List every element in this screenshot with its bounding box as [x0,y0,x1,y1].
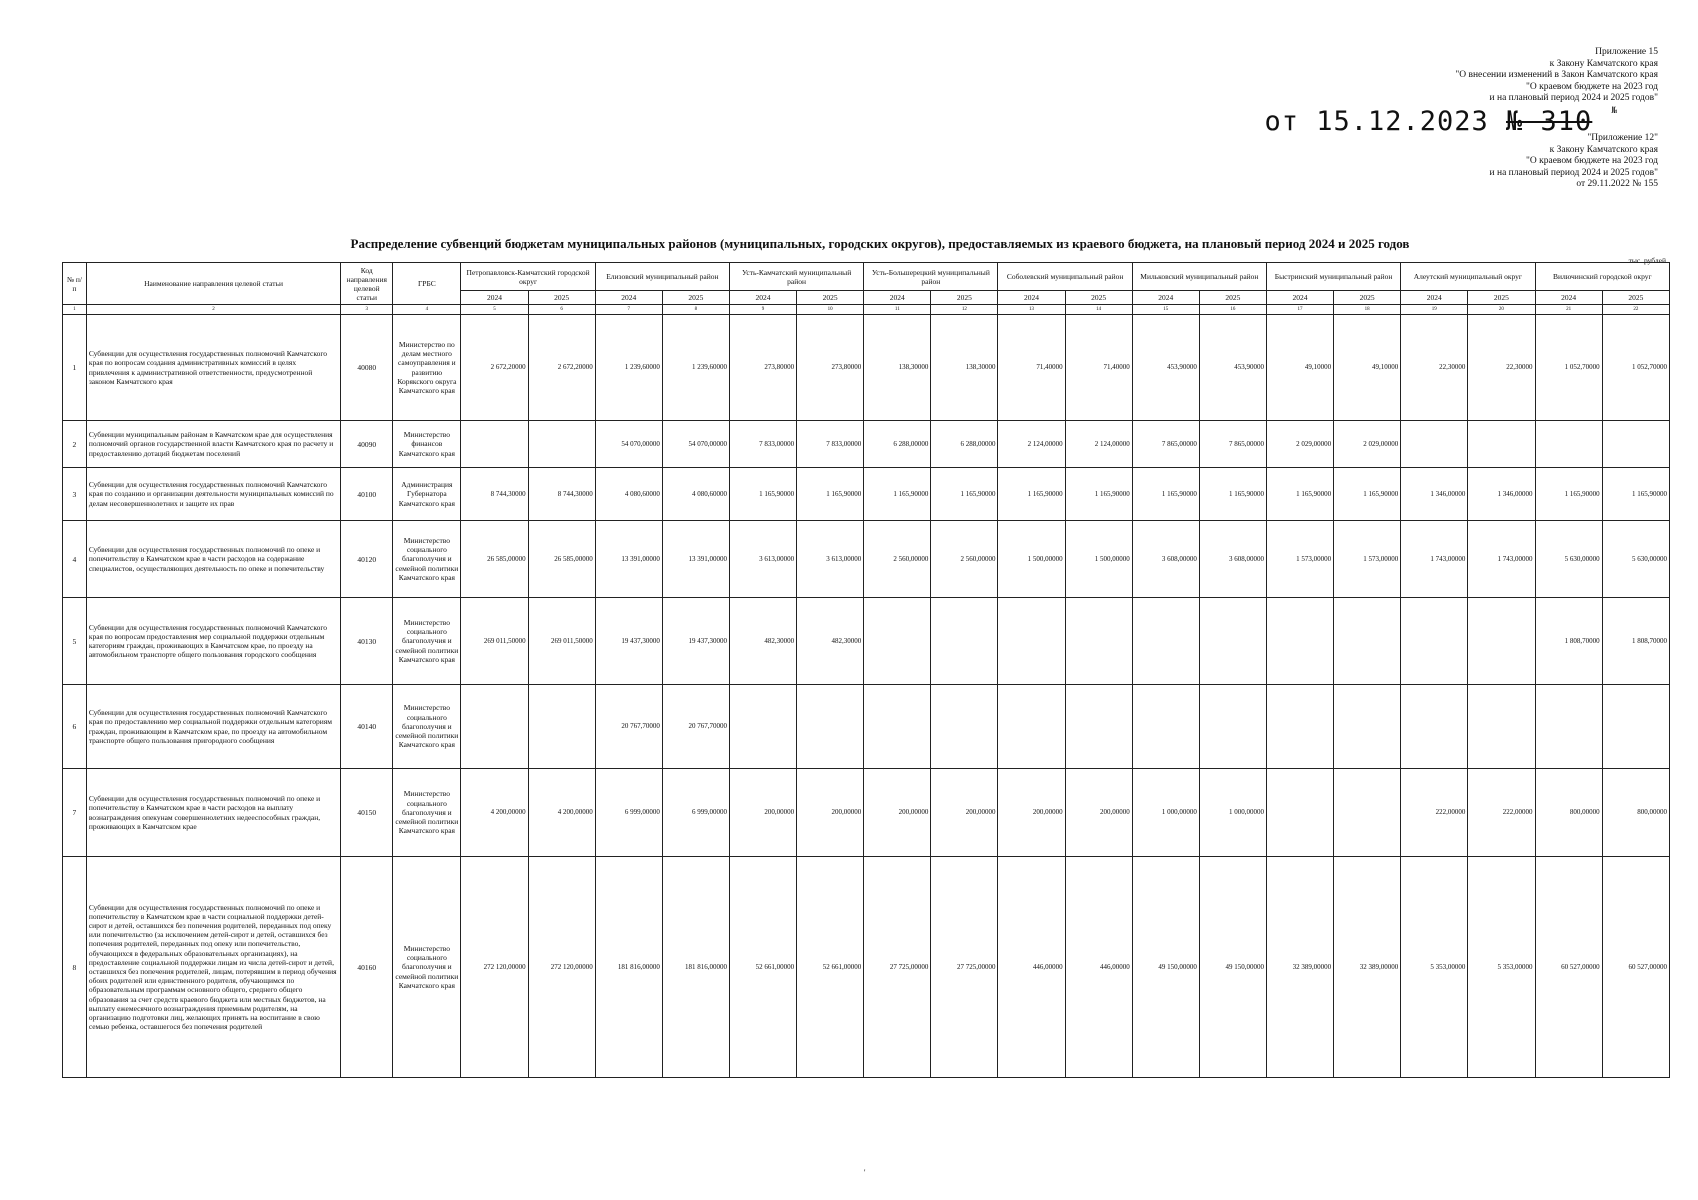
value-cell: 20 767,70000 [662,685,729,769]
header-line: и на плановый период 2024 и 2025 годов" [1489,167,1658,178]
region-header: Усть-Большерецкий муниципальный район [864,263,998,291]
value-cell: 200,00000 [998,769,1065,857]
year-header: 2024 [729,291,796,305]
value-cell [1468,598,1535,685]
table-row [63,315,1670,421]
value-cell: 49 150,00000 [1132,857,1199,1078]
value-cell: 6 288,00000 [864,421,931,468]
stamp-number: № 310 [1506,106,1593,137]
value-cell: 7 865,00000 [1199,421,1266,468]
value-cell: 1 808,70000 [1535,598,1602,685]
value-cell: 200,00000 [864,769,931,857]
col-header-grbs: ГРБС [393,263,461,305]
col-index: 13 [998,305,1065,315]
value-cell: 181 816,00000 [595,857,662,1078]
value-cell: 1 000,00000 [1132,769,1199,857]
value-cell [998,598,1065,685]
value-cell: 800,00000 [1535,769,1602,857]
value-cell [528,421,595,468]
value-cell: 200,00000 [931,769,998,857]
value-cell [931,598,998,685]
col-index: 10 [797,305,864,315]
value-cell: 5 353,00000 [1401,857,1468,1078]
value-cell [1602,421,1669,468]
value-cell: 1 743,00000 [1401,521,1468,598]
col-index: 15 [1132,305,1199,315]
value-cell: 26 585,00000 [461,521,528,598]
value-cell: 13 391,00000 [662,521,729,598]
value-cell: 2 029,00000 [1334,421,1401,468]
value-cell [1468,421,1535,468]
value-cell [1401,685,1468,769]
stamp-date: от 15.12.2023 [1264,106,1489,137]
value-cell: 71,40000 [998,315,1065,421]
table-row [63,521,1670,598]
year-header: 2025 [1334,291,1401,305]
value-cell: 19 437,30000 [662,598,729,685]
value-cell: 60 527,00000 [1602,857,1669,1078]
value-cell: 26 585,00000 [528,521,595,598]
value-cell: 1 052,70000 [1602,315,1669,421]
row-number: 7 [63,769,87,857]
table-row [63,769,1670,857]
header-line: "О краевом бюджете на 2023 год [1526,156,1658,166]
value-cell: 1 165,90000 [1199,468,1266,521]
value-cell: 1 165,90000 [1334,468,1401,521]
value-cell: 5 630,00000 [1535,521,1602,598]
col-index: 4 [393,305,461,315]
value-cell: 1 165,90000 [797,468,864,521]
col-index: 16 [1199,305,1266,315]
value-cell: 453,90000 [1132,315,1199,421]
value-cell: 2 124,00000 [998,421,1065,468]
col-index: 19 [1401,305,1468,315]
value-cell: 1 165,90000 [998,468,1065,521]
header-line: от 29.11.2022 № 155 [1576,179,1658,189]
region-header: Елизовский муниципальный район [595,263,729,291]
year-header: 2025 [1199,291,1266,305]
col-header-name: Наименование направления целевой статьи [86,263,340,305]
col-index: 14 [1065,305,1132,315]
value-cell [1401,421,1468,468]
value-cell: 446,00000 [1065,857,1132,1078]
value-cell: 8 744,30000 [461,468,528,521]
value-cell: 2 029,00000 [1266,421,1333,468]
col-index: 8 [662,305,729,315]
value-cell: 273,80000 [797,315,864,421]
value-cell: 7 865,00000 [1132,421,1199,468]
value-cell: 2 560,00000 [864,521,931,598]
value-cell: 1 165,90000 [931,468,998,521]
value-cell: 3 608,00000 [1199,521,1266,598]
value-cell: 2 672,20000 [461,315,528,421]
subventions-table [62,262,1670,1078]
row-code: 40100 [341,468,393,521]
value-cell: 181 816,00000 [662,857,729,1078]
row-grbs: Администрация Губернатора Камчатского края [393,468,461,521]
value-cell [1266,685,1333,769]
row-grbs: Министерство социального благополучия и семейной политики Камчатского края [393,857,461,1078]
row-number: 2 [63,421,87,468]
value-cell: 1 165,90000 [1602,468,1669,521]
value-cell: 5 630,00000 [1602,521,1669,598]
value-cell: 1 573,00000 [1334,521,1401,598]
value-cell: 482,30000 [729,598,796,685]
row-code: 40090 [341,421,393,468]
value-cell [1266,769,1333,857]
row-number: 1 [63,315,87,421]
value-cell [1535,685,1602,769]
region-header: Вилючинский городской округ [1535,263,1670,291]
value-cell: 222,00000 [1401,769,1468,857]
value-cell: 6 999,00000 [662,769,729,857]
row-number: 8 [63,857,87,1078]
row-name: Субвенции муниципальным районам в Камчатском крае для осуществления полномочий органов государственной власти Камчатского края по расчету и предоставлению дотаций бюджетам поселений [86,421,340,468]
region-header: Быстринский муниципальный район [1266,263,1400,291]
value-cell: 6 999,00000 [595,769,662,857]
header-primary [1455,47,1658,105]
value-cell [1401,598,1468,685]
row-grbs: Министерство финансов Камчатского края [393,421,461,468]
row-grbs: Министерство социального благополучия и семейной политики Камчатского края [393,769,461,857]
col-index: 22 [1602,305,1669,315]
table-row [63,598,1670,685]
col-index: 21 [1535,305,1602,315]
value-cell: 200,00000 [729,769,796,857]
header-line: "Приложение 12" [1587,133,1658,143]
value-cell [1199,685,1266,769]
value-cell: 453,90000 [1199,315,1266,421]
table-row [63,468,1670,521]
value-cell: 272 120,00000 [461,857,528,1078]
value-cell: 222,00000 [1468,769,1535,857]
value-cell [1065,685,1132,769]
value-cell: 2 124,00000 [1065,421,1132,468]
col-index: 11 [864,305,931,315]
year-header: 2025 [662,291,729,305]
value-cell [1535,421,1602,468]
value-cell: 60 527,00000 [1535,857,1602,1078]
value-cell [1266,598,1333,685]
row-number: 4 [63,521,87,598]
col-header-code: Код направления целевой статьи [341,263,393,305]
value-cell: 49 150,00000 [1199,857,1266,1078]
row-name: Субвенции для осуществления государственных полномочий Камчатского края по вопросам создания административных комиссий в целях привлечения к административной ответственности, предусмотренной законом Камчатского края [86,315,340,421]
value-cell [461,685,528,769]
value-cell: 3 613,00000 [797,521,864,598]
row-code: 40120 [341,521,393,598]
value-cell [1132,685,1199,769]
year-header: 2024 [1132,291,1199,305]
year-header: 2025 [797,291,864,305]
col-index: 3 [341,305,393,315]
column-index-row [63,305,1670,315]
col-index: 5 [461,305,528,315]
value-cell: 1 165,90000 [729,468,796,521]
row-grbs: Министерство по делам местного самоуправления и развитию Корякского округа Камчатского края [393,315,461,421]
value-cell: 4 200,00000 [461,769,528,857]
header-line: к Закону Камчатского края [1549,144,1658,155]
value-cell: 1 743,00000 [1468,521,1535,598]
value-cell [1132,598,1199,685]
row-code: 40160 [341,857,393,1078]
row-grbs: Министерство социального благополучия и семейной политики Камчатского края [393,685,461,769]
value-cell: 22,30000 [1468,315,1535,421]
year-header: 2024 [1266,291,1333,305]
year-header: 2024 [864,291,931,305]
units-label: тыс. рублей [1628,256,1666,265]
value-cell [864,685,931,769]
value-cell: 7 833,00000 [729,421,796,468]
value-cell: 1 165,90000 [1266,468,1333,521]
region-header: Алеутский муниципальный округ [1401,263,1535,291]
row-grbs: Министерство социального благополучия и семейной политики Камчатского края [393,598,461,685]
col-index: 12 [931,305,998,315]
value-cell [461,421,528,468]
value-cell: 52 661,00000 [729,857,796,1078]
col-index: 7 [595,305,662,315]
value-cell: 32 389,00000 [1266,857,1333,1078]
value-cell: 4 080,60000 [595,468,662,521]
value-cell: 2 560,00000 [931,521,998,598]
table-row [63,857,1670,1078]
value-cell: 446,00000 [998,857,1065,1078]
value-cell: 138,30000 [864,315,931,421]
value-cell: 800,00000 [1602,769,1669,857]
header-secondary [1490,133,1658,191]
table-row [63,421,1670,468]
col-index: 2 [86,305,340,315]
row-name: Субвенции для осуществления государственных полномочий Камчатского края по предоставлению мер социальной поддержки отдельным категориям граждан, проживающим в Камчатском крае, по проезду на автомобильном транспорте общего пользования пригородного сообщения [86,685,340,769]
value-cell: 54 070,00000 [595,421,662,468]
value-cell: 1 165,90000 [1065,468,1132,521]
row-code: 40140 [341,685,393,769]
value-cell: 482,30000 [797,598,864,685]
value-cell: 138,30000 [931,315,998,421]
value-cell: 1 165,90000 [1535,468,1602,521]
region-header: Мильковский муниципальный район [1132,263,1266,291]
row-name: Субвенции для осуществления государственных полномочий Камчатского края по созданию и организации деятельности муниципальных комиссий по делам несовершеннолетних и защите их прав [86,468,340,521]
value-cell [931,685,998,769]
value-cell: 1 052,70000 [1535,315,1602,421]
value-cell: 52 661,00000 [797,857,864,1078]
header-line: "О краевом бюджете на 2023 год [1526,81,1658,92]
col-index: 9 [729,305,796,315]
value-cell: 1 165,90000 [1132,468,1199,521]
row-number: 5 [63,598,87,685]
value-cell [797,685,864,769]
value-cell [729,685,796,769]
col-index: 17 [1266,305,1333,315]
page-mark: ' [864,1168,866,1177]
value-cell: 4 080,60000 [662,468,729,521]
value-cell: 3 608,00000 [1132,521,1199,598]
value-cell: 200,00000 [1065,769,1132,857]
value-cell [1334,598,1401,685]
value-cell [1334,685,1401,769]
value-cell: 269 011,50000 [528,598,595,685]
value-cell [1334,769,1401,857]
col-index: 6 [528,305,595,315]
row-number: 6 [63,685,87,769]
value-cell: 8 744,30000 [528,468,595,521]
value-cell: 7 833,00000 [797,421,864,468]
value-cell: 273,80000 [729,315,796,421]
value-cell: 1 500,00000 [998,521,1065,598]
value-cell: 272 120,00000 [528,857,595,1078]
row-code: 40080 [341,315,393,421]
col-index: 1 [63,305,87,315]
value-cell: 5 353,00000 [1468,857,1535,1078]
col-header-num: № п/п [63,263,87,305]
value-cell [1602,685,1669,769]
value-cell: 1 500,00000 [1065,521,1132,598]
value-cell: 1 000,00000 [1199,769,1266,857]
year-header: 2025 [1468,291,1535,305]
year-header: 2024 [1401,291,1468,305]
value-cell [528,685,595,769]
header-line: к Закону Камчатского края [1549,58,1658,69]
row-grbs: Министерство социального благополучия и семейной политики Камчатского края [393,521,461,598]
row-name: Субвенции для осуществления государственных полномочий по опеке и попечительству в Камчатском крае в части расходов на содержание специалистов, осуществляющих деятельность по опеке и попечительству [86,521,340,598]
col-index: 18 [1334,305,1401,315]
row-name: Субвенции для осуществления государственных полномочий по опеке и попечительству в Камчатском крае в части социальной поддержки детей-сирот и детей, оставшихся без попечения родителей, переданных под опеку или попечительство (за исключением детей-сирот и детей, оставшихся без попечения родителей, переданных под опеку или попечительство, обучающихся в федеральных образовательных организациях), на предоставление социальной поддержки лицам из числа детей-сирот и детей, оставшихся без попечения родителей, лицам, потерявшим в период обучения обоих родителей или единственного родителя, обучающимся по образовательным программам основного общего, среднего общего образования за счет средств краевого бюджета или местных бюджетов, на выплату ежемесячного вознаграждения приемным родителям, на организацию подготовки лиц, желающих принять на воспитание в свою семью ребенка, оставшегося без попечения родителей [86,857,340,1078]
document-title: Распределение субвенций бюджетам муниципальных районов (муниципальных, городских округов), предоставляемых из краевого бюджета, на плановый период 2024 и 2025 годов [350,236,1410,251]
row-name: Субвенции для осуществления государственных полномочий Камчатского края по вопросам предоставления мер социальной поддержки отдельным категориям граждан, проживающих в Камчатском крае, по проезду на автомобильном транспорте общего пользования городского сообщения [86,598,340,685]
value-cell: 19 437,30000 [595,598,662,685]
value-cell: 6 288,00000 [931,421,998,468]
value-cell: 1 346,00000 [1468,468,1535,521]
value-cell: 20 767,70000 [595,685,662,769]
value-cell [1468,685,1535,769]
value-cell: 2 672,20000 [528,315,595,421]
year-header: 2025 [1065,291,1132,305]
value-cell: 22,30000 [1401,315,1468,421]
value-cell [864,598,931,685]
stamp-suffix: № [1611,106,1618,116]
value-cell: 27 725,00000 [931,857,998,1078]
year-header: 2024 [1535,291,1602,305]
row-code: 40130 [341,598,393,685]
header-line: "О внесении изменений в Закон Камчатского края [1455,70,1658,80]
value-cell: 3 613,00000 [729,521,796,598]
col-index: 20 [1468,305,1535,315]
row-name: Субвенции для осуществления государственных полномочий по опеке и попечительству в Камчатском крае в части расходов на выплату вознаграждения опекунам совершеннолетних недееспособных граждан, проживающих в Камчатском крае [86,769,340,857]
value-cell: 27 725,00000 [864,857,931,1078]
value-cell: 4 200,00000 [528,769,595,857]
year-header: 2024 [595,291,662,305]
region-header: Петропавловск-Камчатский городской округ [461,263,595,291]
value-cell [1199,598,1266,685]
row-number: 3 [63,468,87,521]
value-cell: 49,10000 [1334,315,1401,421]
region-header: Соболевский муниципальный район [998,263,1132,291]
value-cell [998,685,1065,769]
year-header: 2024 [998,291,1065,305]
value-cell: 1 808,70000 [1602,598,1669,685]
value-cell: 1 346,00000 [1401,468,1468,521]
value-cell [1065,598,1132,685]
value-cell: 200,00000 [797,769,864,857]
row-code: 40150 [341,769,393,857]
header-line: Приложение 15 [1595,47,1658,57]
table-body [63,315,1670,1078]
value-cell: 1 239,60000 [595,315,662,421]
region-header: Усть-Камчатский муниципальный район [729,263,863,291]
value-cell: 1 239,60000 [662,315,729,421]
year-header: 2025 [528,291,595,305]
value-cell: 32 389,00000 [1334,857,1401,1078]
value-cell: 1 165,90000 [864,468,931,521]
value-cell: 54 070,00000 [662,421,729,468]
table-row [63,685,1670,769]
value-cell: 71,40000 [1065,315,1132,421]
value-cell: 49,10000 [1266,315,1333,421]
header-line: и на плановый период 2024 и 2025 годов" [1489,93,1658,103]
year-header: 2025 [931,291,998,305]
year-header: 2025 [1602,291,1669,305]
year-header: 2024 [461,291,528,305]
value-cell: 269 011,50000 [461,598,528,685]
value-cell: 13 391,00000 [595,521,662,598]
value-cell: 1 573,00000 [1266,521,1333,598]
